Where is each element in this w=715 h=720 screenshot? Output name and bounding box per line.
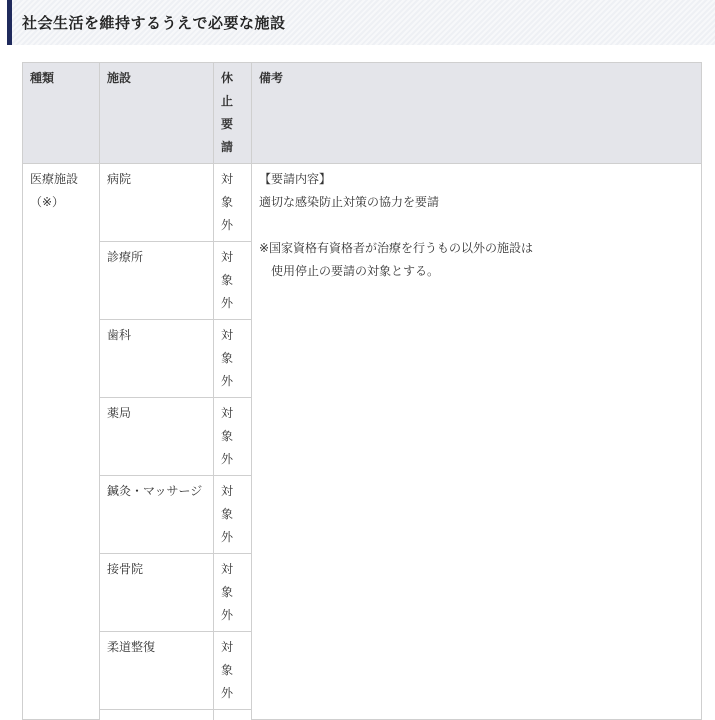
remarks-line: ※国家資格有資格者が治療を行うもの以外の施設は: [259, 241, 534, 255]
section-title: 社会生活を維持するうえで必要な施設: [22, 14, 286, 32]
remarks-line: 【要請内容】: [259, 172, 332, 186]
status-cell: 対象外: [214, 242, 252, 320]
status-cell: 対象外: [214, 632, 252, 710]
status-cell: 対象外: [214, 320, 252, 398]
header-closure-request: 休止要請: [214, 63, 252, 164]
remarks-line: 適切な感染防止対策の協力を要請: [259, 195, 440, 209]
table-row: [23, 164, 702, 242]
remarks-line: 使用停止の要請の対象とする。: [271, 264, 440, 278]
status-cell: 対象外: [214, 476, 252, 554]
facility-cell: [100, 710, 214, 720]
status-cell: 対象外: [214, 164, 252, 242]
remarks-cell: [252, 164, 702, 720]
facility-cell: 接骨院: [100, 554, 214, 632]
facility-cell: 薬局: [100, 398, 214, 476]
status-cell: 対象外: [214, 398, 252, 476]
facility-cell: 病院: [100, 164, 214, 242]
header-remarks: 備考: [252, 63, 702, 164]
facility-cell: 歯科: [100, 320, 214, 398]
facility-cell: 柔道整復: [100, 632, 214, 710]
status-cell: [214, 710, 252, 720]
section-heading: [7, 0, 715, 45]
category-cell: 医療施設（※）: [23, 164, 100, 720]
header-category: 種類: [23, 63, 100, 164]
facilities-table: [22, 62, 702, 720]
header-facility: 施設: [100, 63, 214, 164]
status-cell: 対象外: [214, 554, 252, 632]
facility-cell: 鍼灸・マッサージ: [100, 476, 214, 554]
facility-cell: 診療所: [100, 242, 214, 320]
table-header-row: [23, 63, 702, 164]
